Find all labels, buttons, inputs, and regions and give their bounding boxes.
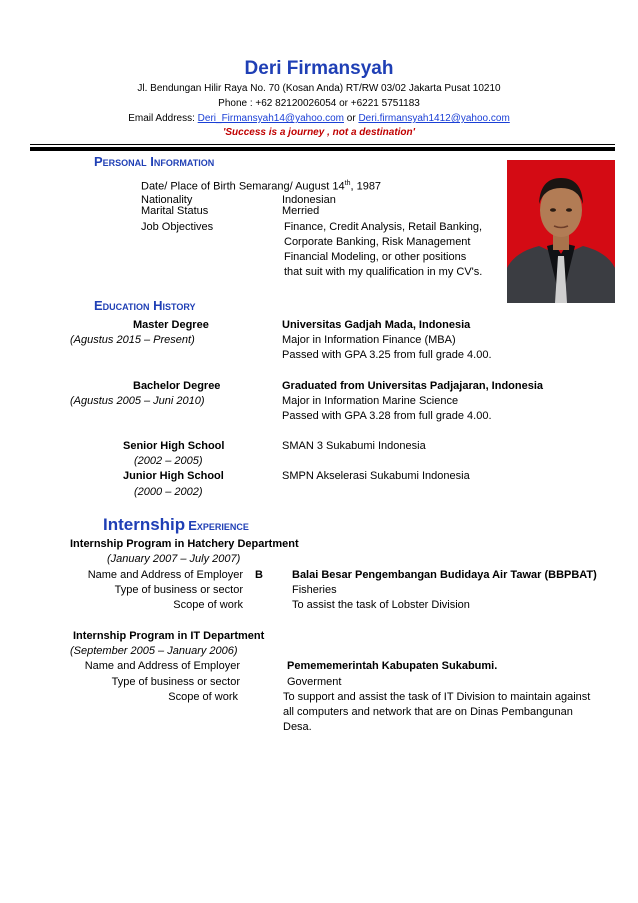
nationality-value: Indonesian [282,194,336,206]
dob-line [141,176,381,195]
bachelor-school: Graduated from Universitas Padjajaran, Indonesia [282,380,544,392]
master-gpa: Passed with GPA 3.25 from full grade 4.00. [282,349,492,361]
section-education-history: Education History [94,298,196,313]
internship-title-rest: Experience [188,518,249,533]
phone-line: Phone : +62 82120026054 or +6221 5751183 [218,98,420,109]
dob-sup: th [344,180,351,187]
header-rule-thick [30,147,615,151]
senior-high-school: SMAN 3 Sukabumi Indonesia [282,440,426,452]
motto: 'Success is a journey , not a destination' [222,127,416,138]
internship-2-scope-label: Scope of work [168,691,238,703]
internship-2-period: (September 2005 – January 2006) [70,645,238,657]
job-objective-line-1: Finance, Credit Analysis, Retail Banking, [284,221,483,233]
internship-2-scope-line-3: Desa. [283,721,312,733]
internship-1-employer-value: Balai Besar Pengembangan Budidaya Air Tawar (BBPBAT) [292,569,597,581]
section-internship-experience [103,515,249,537]
internship-1-scope-label: Scope of work [173,599,243,611]
email-label: Email Address: [128,113,198,124]
dob-year: , 1987 [350,180,382,193]
nationality-label: Nationality [141,194,193,206]
master-degree-label: Master Degree [133,319,209,331]
job-objective-line-4: that suit with my qualification in my CV's. [284,266,483,278]
internship-2-business-value: Goverment [287,676,342,688]
internship-1-business-value: Fisheries [292,584,337,596]
senior-high-period: (2002 – 2005) [134,455,203,467]
job-objective-line-2: Corporate Banking, Risk Management [284,236,471,248]
email-or: or [344,113,359,124]
master-major: Major in Information Finance (MBA) [282,334,456,346]
master-school: Universitas Gadjah Mada, Indonesia [282,319,471,331]
bachelor-gpa: Passed with GPA 3.28 from full grade 4.00. [282,410,492,422]
marital-label: Marital Status [141,205,209,217]
junior-high-period: (2000 – 2002) [134,486,203,498]
internship-title-main: Internship [103,515,186,534]
senior-high-label: Senior High School [123,440,225,452]
profile-photo [507,160,615,303]
junior-high-label: Junior High School [123,470,224,482]
internship-1-scope-value: To assist the task of Lobster Division [292,599,470,611]
internship-1-business-label: Type of business or sector [114,584,243,596]
header-rule-thin [30,144,615,145]
internship-2-scope-line-1: To support and assist the task of IT Division to maintain against [283,691,591,703]
address-line: Jl. Bendungan Hilir Raya No. 70 (Kosan Anda) RT/RW 03/02 Jakarta Pusat 10210 [137,83,501,94]
internship-1-marker: B [255,569,263,581]
internship-1-period: (January 2007 – July 2007) [107,553,241,565]
bachelor-period: (Agustus 2005 – Juni 2010) [70,395,205,407]
internship-1-title: Internship Program in Hatchery Department [70,538,299,550]
section-personal-information: Personal Information [94,154,215,169]
internship-2-employer-label: Name and Address of Employer [84,660,240,672]
email-line [0,111,638,126]
junior-high-school: SMPN Akselerasi Sukabumi Indonesia [282,470,470,482]
bachelor-major: Major in Information Marine Science [282,395,459,407]
portrait-illustration [507,160,615,303]
applicant-name: Deri Firmansyah [244,58,394,79]
internship-2-business-label: Type of business or sector [111,676,240,688]
internship-2-scope-line-2: all computers and network that are on Dinas Pembangunan [283,706,573,718]
internship-1-employer-label: Name and Address of Employer [87,569,243,581]
dob-text: Date/ Place of Birth Semarang/ August 14 [141,180,345,193]
email-link-2[interactable]: Deri.firmansyah1412@yahoo.com [358,113,510,124]
internship-2-title: Internship Program in IT Department [73,630,265,642]
marital-value: Merried [282,205,320,217]
bachelor-degree-label: Bachelor Degree [133,380,221,392]
master-period: (Agustus 2015 – Present) [70,334,195,346]
email-link-1[interactable]: Deri_Firmansyah14@yahoo.com [197,113,344,124]
job-objectives-label: Job Objectives [141,221,214,233]
internship-2-employer-value: Pemememerintah Kabupaten Sukabumi. [287,660,498,672]
job-objective-line-3: Financial Modeling, or other positions [284,251,467,263]
